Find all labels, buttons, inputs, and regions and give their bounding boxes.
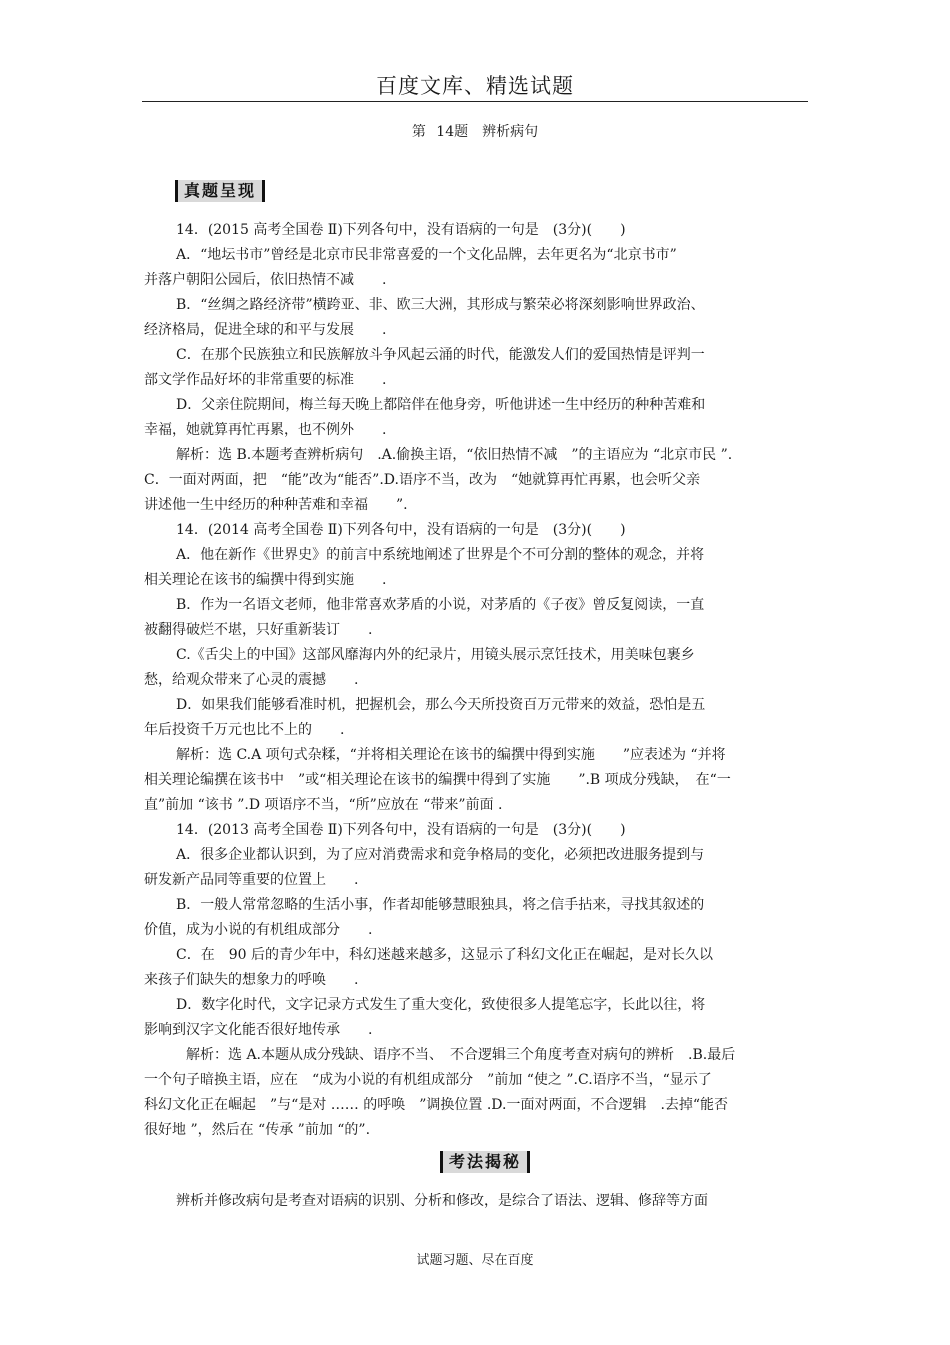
text-line: C．在 90 后的青少年中，科幻迷越来越多，这显示了科幻文化正在崛起，是对长久以 — [176, 947, 713, 963]
page-subtitle: 第 14题 辨析病句 — [411, 124, 539, 140]
text-line: C.《舌尖上的中国》这部风靡海内外的纪录片，用镜头展示烹饪技术，用美味包裹乡 — [176, 647, 695, 663]
section-tag-exam-methods: 考法揭秘 — [440, 1151, 530, 1173]
text-line: 幸福，她就算再忙再累，也不例外 . — [144, 422, 387, 438]
tail-paragraph: 辨析并修改病句是考查对语病的识别、分析和修改，是综合了语法、逻辑、修辞等方面 — [176, 1193, 708, 1209]
text-line: 直”前加 “该书 ”.D 项语序不当，“所”应放在 “带来”前面 . — [144, 797, 503, 813]
text-line: 14．(2013 高考全国卷 Ⅱ)下列各句中，没有语病的一句是 (3分)( ) — [176, 822, 626, 838]
text-line: D．如果我们能够看准时机，把握机会，那么今天所投资百万元带来的效益，恐怕是五 — [176, 697, 706, 713]
text-line: 解析：选 B.本题考查辨析病句 .A.偷换主语，“依旧热情不减 ”的主语应为 “北京市民 ”. — [176, 447, 733, 463]
text-line: A．很多企业都认识到，为了应对消费需求和竞争格局的变化，必须把改进服务提到与 — [176, 847, 705, 863]
text-line: 被翻得破烂不堪，只好重新装订 . — [144, 622, 373, 638]
text-line: 14．(2015 高考全国卷 Ⅱ)下列各句中，没有语病的一句是 (3分)( ) — [176, 222, 626, 238]
text-line: C．在那个民族独立和民族解放斗争风起云涌的时代，能激发人们的爱国热情是评判一 — [176, 347, 705, 363]
text-line: 并落户朝阳公园后，依旧热情不减 . — [144, 272, 387, 288]
text-line: 部文学作品好坏的非常重要的标准 . — [144, 372, 387, 388]
text-line: 影响到汉字文化能否很好地传承 . — [144, 1022, 373, 1038]
text-line: B．作为一名语文老师，他非常喜欢茅盾的小说，对茅盾的《子夜》曾反复阅读，一直 — [176, 597, 705, 613]
text-line: 14．(2014 高考全国卷 Ⅱ)下列各句中，没有语病的一句是 (3分)( ) — [176, 522, 626, 538]
text-line: 经济格局，促进全球的和平与发展 . — [144, 322, 387, 338]
text-line: 一个句子暗换主语，应在 “成为小说的有机组成部分 ”前加 “使之 ”.C.语序不当，“显示了 — [144, 1072, 712, 1088]
text-line: 科幻文化正在崛起 ”与“是对 …… 的呼唤 ”调换位置 .D.一面对两面，不合逻辑 .去掉“能否 — [144, 1097, 729, 1113]
text-line: 相关理论编撰在该书中 ”或“相关理论在该书的编撰中得到了实施 ”.B 项成分残缺， 在“一 — [144, 772, 731, 788]
section-tag-real-questions: 真题呈现 — [175, 180, 265, 202]
text-line: 研发新产品同等重要的位置上 . — [144, 872, 359, 888]
text-line: 很好地 ”，然后在 “传承 ”前加 “的”. — [144, 1122, 371, 1138]
text-line: 相关理论在该书的编撰中得到实施 . — [144, 572, 387, 588]
text-line: B．“丝绸之路经济带”横跨亚、非、欧三大洲，其形成与繁荣必将深刻影响世界政治、 — [176, 297, 705, 313]
header-rule — [142, 101, 808, 102]
text-line: 讲述他一生中经历的种种苦难和幸福 ”. — [144, 497, 408, 513]
question-content — [144, 218, 808, 1143]
page-header-title: 百度文库、精选试题 — [376, 74, 574, 98]
text-line: 年后投资千万元也比不上的 . — [144, 722, 345, 738]
text-line: 价值，成为小说的有机组成部分 . — [144, 922, 373, 938]
text-line: B．一般人常常忽略的生活小事，作者却能够慧眼独具，将之信手拈来，寻找其叙述的 — [176, 897, 705, 913]
text-line: A．他在新作《世界史》的前言中系统地阐述了世界是个不可分割的整体的观念，并将 — [176, 547, 705, 563]
text-line: 来孩子们缺失的想象力的呼唤 . — [144, 972, 359, 988]
text-line: D．数字化时代，文字记录方式发生了重大变化，致使很多人提笔忘字，长此以往，将 — [176, 997, 706, 1013]
text-line: C．一面对两面，把 “能”改为“能否”.D.语序不当，改为 “她就算再忙再累，也会听父亲 — [144, 472, 701, 488]
page-footer: 试题习题、尽在百度 — [416, 1253, 534, 1268]
text-line: A．“地坛书市”曾经是北京市民非常喜爱的一个文化品牌，去年更名为“北京书市” — [176, 247, 677, 263]
text-line: 解析：选 A.本题从成分残缺、语序不当、 不合逻辑三个角度考查对病句的辨析 .B.最后 — [186, 1047, 736, 1063]
text-line: 解析：选 C.A 项句式杂糅，“并将相关理论在该书的编撰中得到实施 ”应表述为 “并将 — [176, 747, 726, 763]
text-line: D．父亲住院期间，梅兰每天晚上都陪伴在他身旁，听他讲述一生中经历的种种苦难和 — [176, 397, 706, 413]
text-line: 愁，给观众带来了心灵的震撼 . — [144, 672, 359, 688]
